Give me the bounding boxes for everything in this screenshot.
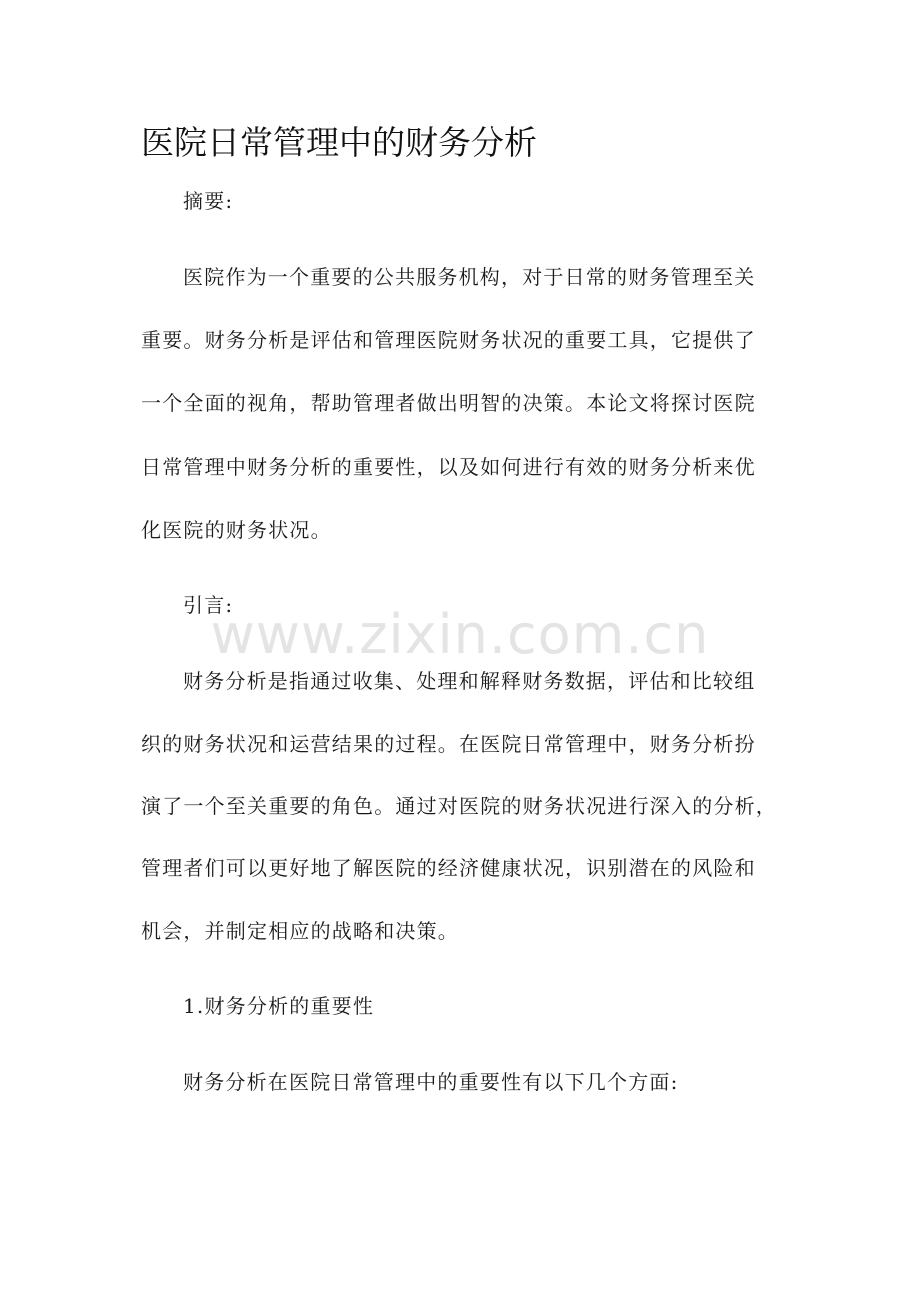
abstract-line-2: 重要。财务分析是评估和管理医院财务状况的重要工具，它提供了 <box>141 328 756 352</box>
section1-heading: 1.财务分析的重要性 <box>183 994 375 1018</box>
intro-line-4: 管理者们可以更好地了解医院的经济健康状况，识别潜在的风险和 <box>141 856 756 880</box>
intro-line-2: 织的财务状况和运营结果的过程。在医院日常管理中，财务分析扮 <box>141 732 756 756</box>
intro-heading: 引言: <box>183 593 234 617</box>
abstract-line-5: 化医院的财务状况。 <box>141 518 332 542</box>
abstract-heading: 摘要: <box>183 189 234 213</box>
intro-line-5: 机会，并制定相应的战略和决策。 <box>141 919 459 943</box>
abstract-line-4: 日常管理中财务分析的重要性，以及如何进行有效的财务分析来优 <box>141 455 756 479</box>
intro-line-3: 演了一个至关重要的角色。通过对医院的财务状况进行深入的分析， <box>141 794 777 818</box>
site-watermark: www.zixin.com.cn <box>210 603 710 666</box>
abstract-line-3: 一个全面的视角，帮助管理者做出明智的决策。本论文将探讨医院 <box>141 391 756 415</box>
document-title: 医院日常管理中的财务分析 <box>141 123 537 162</box>
intro-line-1: 财务分析是指通过收集、处理和解释财务数据，评估和比较组 <box>183 669 756 693</box>
section1-intro: 财务分析在医院日常管理中的重要性有以下几个方面: <box>183 1070 679 1094</box>
abstract-line-1: 医院作为一个重要的公共服务机构，对于日常的财务管理至关 <box>183 265 756 289</box>
